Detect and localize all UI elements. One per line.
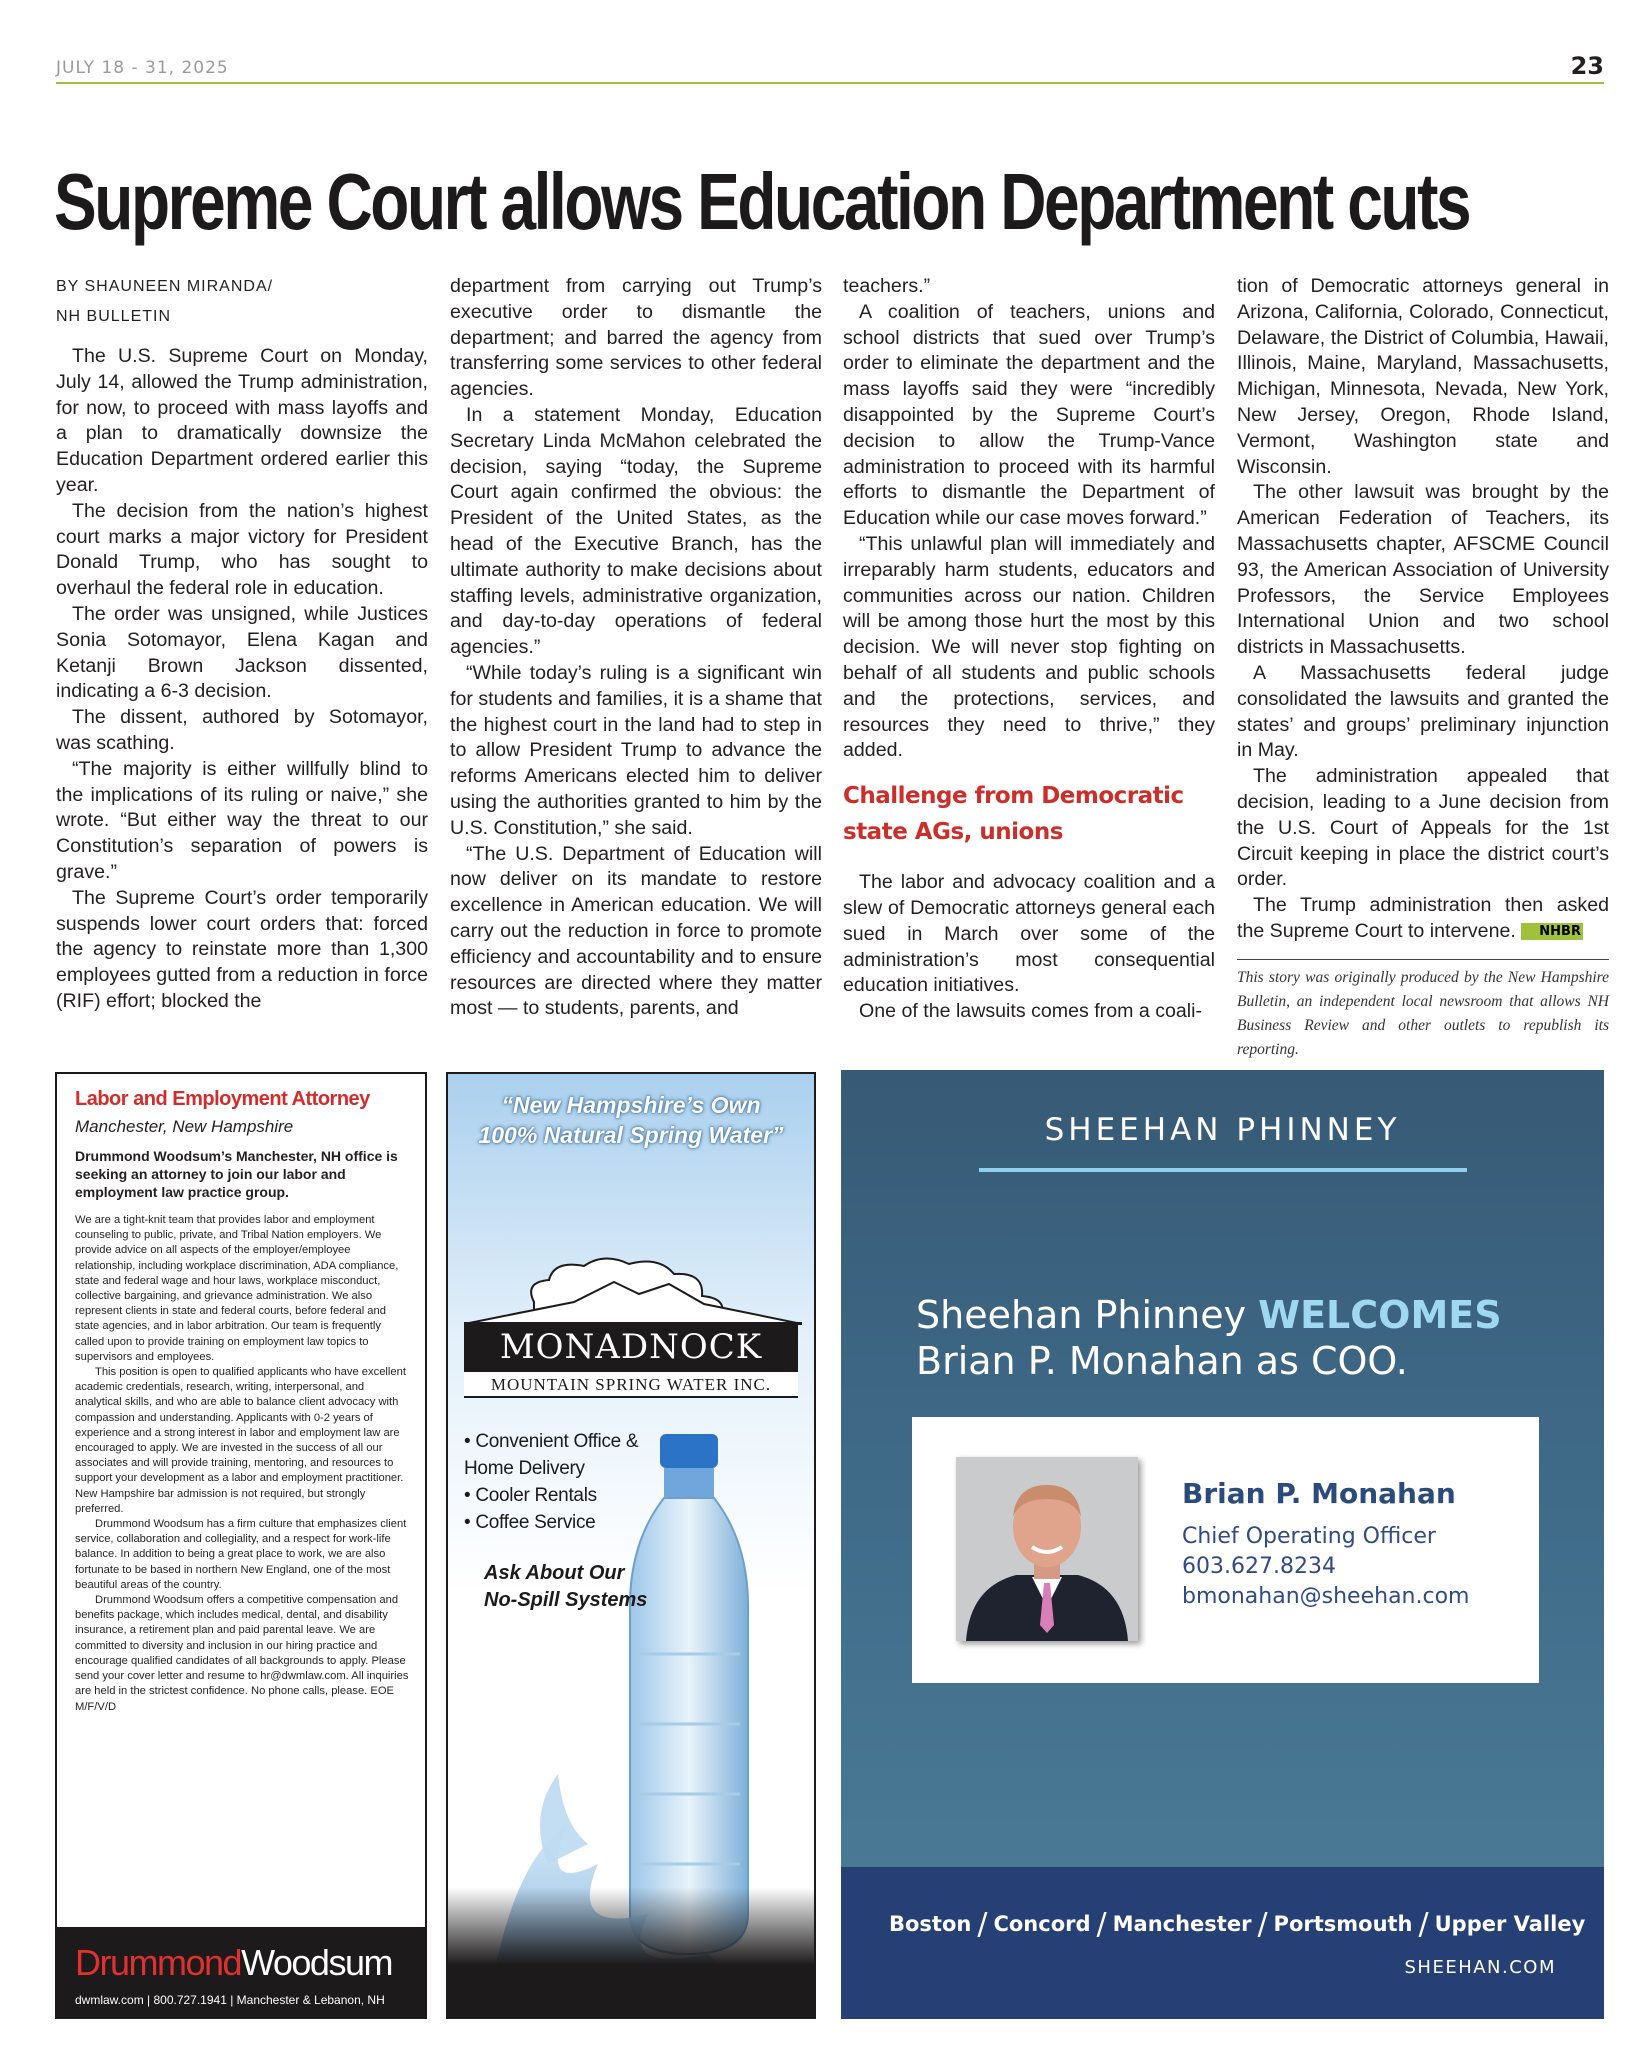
article-paragraph: A Massachusetts federal judge consolidated the lawsuits and granted the states’ and groups’ preliminary injunction in May. bbox=[1237, 661, 1609, 762]
job-description bbox=[75, 1213, 411, 1715]
job-title: Labor and Employment Attorney bbox=[75, 1088, 370, 1110]
drummond-woodsum-ad bbox=[55, 1072, 427, 2019]
service-item: • Cooler Rentals bbox=[464, 1485, 597, 1506]
monadnock-logo bbox=[464, 1252, 798, 1372]
article-column-2 bbox=[450, 274, 822, 1022]
service-item: • Convenient Office & Home Delivery bbox=[464, 1431, 639, 1479]
job-paragraph: We are a tight-knit team that provides labor and employment counseling to public, private, and Tribal Nation employers. We provide advice on all aspects of the employer/employee relationship, including workplace discrimination, ADA compliance, state and federal wage and hour laws, workplace misconduct, collective bargaining, and grievance administration. We also represent clients in state and federal courts, before federal and state agencies, and in labor arbitration. Our team is frequently called upon to provide training on employment law topics to supervisors and employees. bbox=[75, 1214, 399, 1363]
issue-date: JULY 18 - 31, 2025 bbox=[56, 58, 229, 78]
article-paragraph: One of the lawsuits comes from a coali- bbox=[859, 1000, 1203, 1023]
article-paragraph-final bbox=[1237, 893, 1609, 945]
office-city: Boston bbox=[889, 1912, 972, 1936]
running-header bbox=[56, 52, 1604, 84]
welcome-message bbox=[916, 1292, 1502, 1384]
executive-role: Chief Operating Officer bbox=[1182, 1524, 1436, 1549]
office-locations-bar bbox=[841, 1867, 1604, 2019]
article-paragraph: The labor and advocacy coalition and a slew of Democratic attorneys general each sued in March over some of the administration’s most consequential education initiatives. bbox=[843, 871, 1215, 997]
no-spill-callout: Ask About Our No-Spill Systems bbox=[484, 1562, 648, 1611]
page-number: 23 bbox=[1570, 52, 1604, 80]
drummond-woodsum-logo: DrummondWoodsum bbox=[75, 1942, 392, 1983]
welcome-highlight: WELCOMES bbox=[1258, 1293, 1502, 1337]
drummond-contact: dwmlaw.com | 800.727.1941 | Manchester & Lebanon, NH bbox=[75, 1993, 385, 2007]
article-paragraph: teachers.” bbox=[843, 275, 931, 297]
mountain-cloud-icon bbox=[464, 1252, 802, 1332]
article-column-1 bbox=[56, 274, 428, 1015]
monadnock-water-ad bbox=[446, 1072, 816, 2019]
sheehan-website: SHEEHAN.COM bbox=[1404, 1957, 1556, 1978]
article-paragraph: The administration appealed that decision, leading to a June decision from the U.S. Court of Appeals for the 1st Circuit keeping in place the district court’s order. bbox=[1237, 765, 1609, 891]
article-paragraph: The U.S. Supreme Court on Monday, July 14, allowed the Trump administration, for now, to proceed with mass layoffs and a plan to dramatically downsize the Education Department ordered earlier this year. bbox=[56, 345, 428, 496]
executive-name: Brian P. Monahan bbox=[1182, 1477, 1456, 1510]
article-paragraph: “This unlawful plan will immediately and irreparably harm students, educators and communities across our nation. Children will be among those hurt the most by this decision. We will never stop fighting on behalf of all students and public schools and the protections, services, and resources they need to thrive,” they added. bbox=[843, 532, 1215, 762]
job-paragraph: This position is open to qualified applicants who have excellent academic credentials, research, writing, interpersonal, and analytical skills, and who are able to balance client advocacy with compassion and understanding. Applicants with 0-2 years of experience and a strong interest in labor and employment law are encouraged to apply. We are invested in the success of all our associates and will provide training, mentoring, and resources to support your development as a labor and employment practitioner. New Hampshire bar admission is not required, but strongly preferred. bbox=[75, 1366, 406, 1515]
firm-underline bbox=[979, 1168, 1467, 1172]
job-paragraph: Drummond Woodsum has a firm culture that emphasizes client service, collaboration and collegiality, and a respect for work-life balance. In addition to being a great place to work, we are also fortunate to be based in northern New England, one of the most beautiful areas of the country. bbox=[75, 1518, 407, 1591]
service-item: • Coffee Service bbox=[464, 1512, 596, 1533]
byline-author: BY SHAUNEEN MIRANDA/ bbox=[56, 278, 274, 295]
article-paragraph: The decision from the nation’s highest court marks a major victory for President Donald Trump, who has sought to overhaul the federal role in education. bbox=[56, 499, 428, 600]
article-paragraph: “While today’s ruling is a significant win for students and families, it is a shame that the highest court in the land had to step in to allow President Trump to advance the reforms Americans elected him to deliver using the authorities granted to him by the U.S. Constitution,” she said. bbox=[450, 661, 822, 839]
monadnock-brand: MONADNOCK bbox=[464, 1322, 798, 1372]
dark-footer-band bbox=[448, 1887, 814, 2017]
job-paragraph: Drummond Woodsum offers a competitive compensation and benefits package, which includes medical, dental, and disability insurance, a retirement plan and paid parental leave. We are committed to diversity and inclusion in our hiring practice and encourage qualified candidates of all backgrounds to apply. Please send your cover letter and resume to hr@dwmlaw.com. All inquiries are held in the strictest confidence. No phone calls, please. EOE M/F/V/D bbox=[75, 1594, 409, 1713]
slogan-line: 100% Natural Spring Water” bbox=[478, 1122, 784, 1148]
sheehan-firm-name: SHEEHAN PHINNEY bbox=[1044, 1112, 1401, 1148]
article-paragraph: The order was unsigned, while Justices Sonia Sotomayor, Elena Kagan and Ketanji Brown Jackson dissented, indicating a 6-3 decision. bbox=[56, 602, 428, 703]
article-paragraph: The dissent, authored by Sotomayor, was scathing. bbox=[56, 706, 428, 754]
article-paragraph: The Supreme Court’s order temporarily suspends lower court orders that: forced the agency to reinstate more than 1,300 employees gutted from a reduction in force (RIF) effort; blocked the bbox=[56, 886, 428, 1012]
job-location: Manchester, New Hampshire bbox=[75, 1117, 294, 1136]
drummond-footer bbox=[57, 1927, 425, 2017]
executive-email: bmonahan@sheehan.com bbox=[1182, 1584, 1470, 1609]
office-city: Concord bbox=[993, 1912, 1091, 1936]
slogan-line: “New Hampshire’s Own bbox=[501, 1092, 761, 1118]
article-paragraph: In a statement Monday, Education Secretary Linda McMahon celebrated the decision, saying “today, the Supreme Court again confirmed the obvious: the President of the United States, as the head of the Executive Branch, has the ultimate authority to make decisions about staffing levels, administrative organization, and day-to-day operations of federal agencies.” bbox=[450, 403, 822, 659]
executive-phone: 603.627.8234 bbox=[1182, 1554, 1336, 1579]
office-city: Manchester bbox=[1112, 1912, 1252, 1936]
job-lead: Drummond Woodsum’s Manchester, NH office is seeking an attorney to join our labor and employment law practice group. bbox=[75, 1148, 398, 1200]
article-paragraph: department from carrying out Trump’s executive order to dismantle the department; and barred the agency from transferring some services to other federal agencies. bbox=[450, 275, 822, 401]
article-paragraph: A coalition of teachers, unions and school districts that sued over Trump’s order to eliminate the department and the mass layoffs said they were “incredibly disappointed by the Supreme Court’s decision to allow the Trump-Vance administration to proceed with its harmful efforts to dismantle the Department of Education while our case moves forward.” bbox=[843, 300, 1215, 530]
nhbr-end-mark: NHBR bbox=[1521, 923, 1583, 940]
article-headline: Supreme Court allows Education Department cuts bbox=[54, 157, 1470, 246]
section-subhead: Challenge from Democratic state AGs, unions bbox=[843, 783, 1184, 846]
office-city: Portsmouth bbox=[1273, 1912, 1413, 1936]
portrait-image bbox=[956, 1457, 1138, 1641]
office-cities: Boston / Concord / Manchester / Portsmouth / Upper Valley bbox=[889, 1907, 1586, 1942]
article-column-3 bbox=[843, 274, 1215, 1025]
article-paragraph: tion of Democratic attorneys general in Arizona, California, Colorado, Connecticut, Delaware, the District of Columbia, Hawaii, Illinois, Maine, Maryland, Massachusetts, Michigan, Minnesota, Nevada, New York, New Jersey, Oregon, Rhode Island, Vermont, Washington state and Wisconsin. bbox=[1237, 275, 1609, 478]
final-sentence: The Trump administration then asked the Supreme Court to intervene. bbox=[1237, 894, 1609, 942]
story-credit: This story was originally produced by the New Hampshire Bulletin, an independent local newsroom that allows NH Business Review and other outlets to republish its reporting. bbox=[1237, 959, 1609, 1062]
contact-info bbox=[1182, 1477, 1469, 1612]
service-list bbox=[464, 1428, 654, 1536]
sheehan-phinney-ad bbox=[841, 1070, 1604, 2019]
executive-portrait bbox=[956, 1457, 1138, 1641]
article-column-4 bbox=[1237, 274, 1609, 1062]
welcome-text: Sheehan Phinney bbox=[916, 1293, 1259, 1337]
article-paragraph: The other lawsuit was brought by the American Federation of Teachers, its Massachusetts chapter, AFSCME Council 93, the American Association of University Professors, the Service Employees International Union and two school districts in Massachusetts. bbox=[1237, 481, 1609, 659]
contact-card bbox=[912, 1417, 1539, 1683]
welcome-text-line-2: Brian P. Monahan as COO. bbox=[916, 1339, 1408, 1383]
water-slogan bbox=[448, 1090, 814, 1150]
monadnock-brand-sub: MOUNTAIN SPRING WATER INC. bbox=[464, 1372, 798, 1398]
article-paragraph: “The U.S. Department of Education will now deliver on its mandate to restore excellence in American education. We will carry out the reduction in force to promote efficiency and accountability and to ensure resources are directed where they matter most — to students, parents, and bbox=[450, 842, 822, 1020]
byline-outlet: NH BULLETIN bbox=[56, 308, 172, 325]
office-city: Upper Valley bbox=[1434, 1912, 1586, 1936]
article-paragraph: “The majority is either willfully blind to the implications of its ruling or naive,” she wrote. “But either way the threat to our Constitution’s separation of powers is grave.” bbox=[56, 757, 428, 883]
